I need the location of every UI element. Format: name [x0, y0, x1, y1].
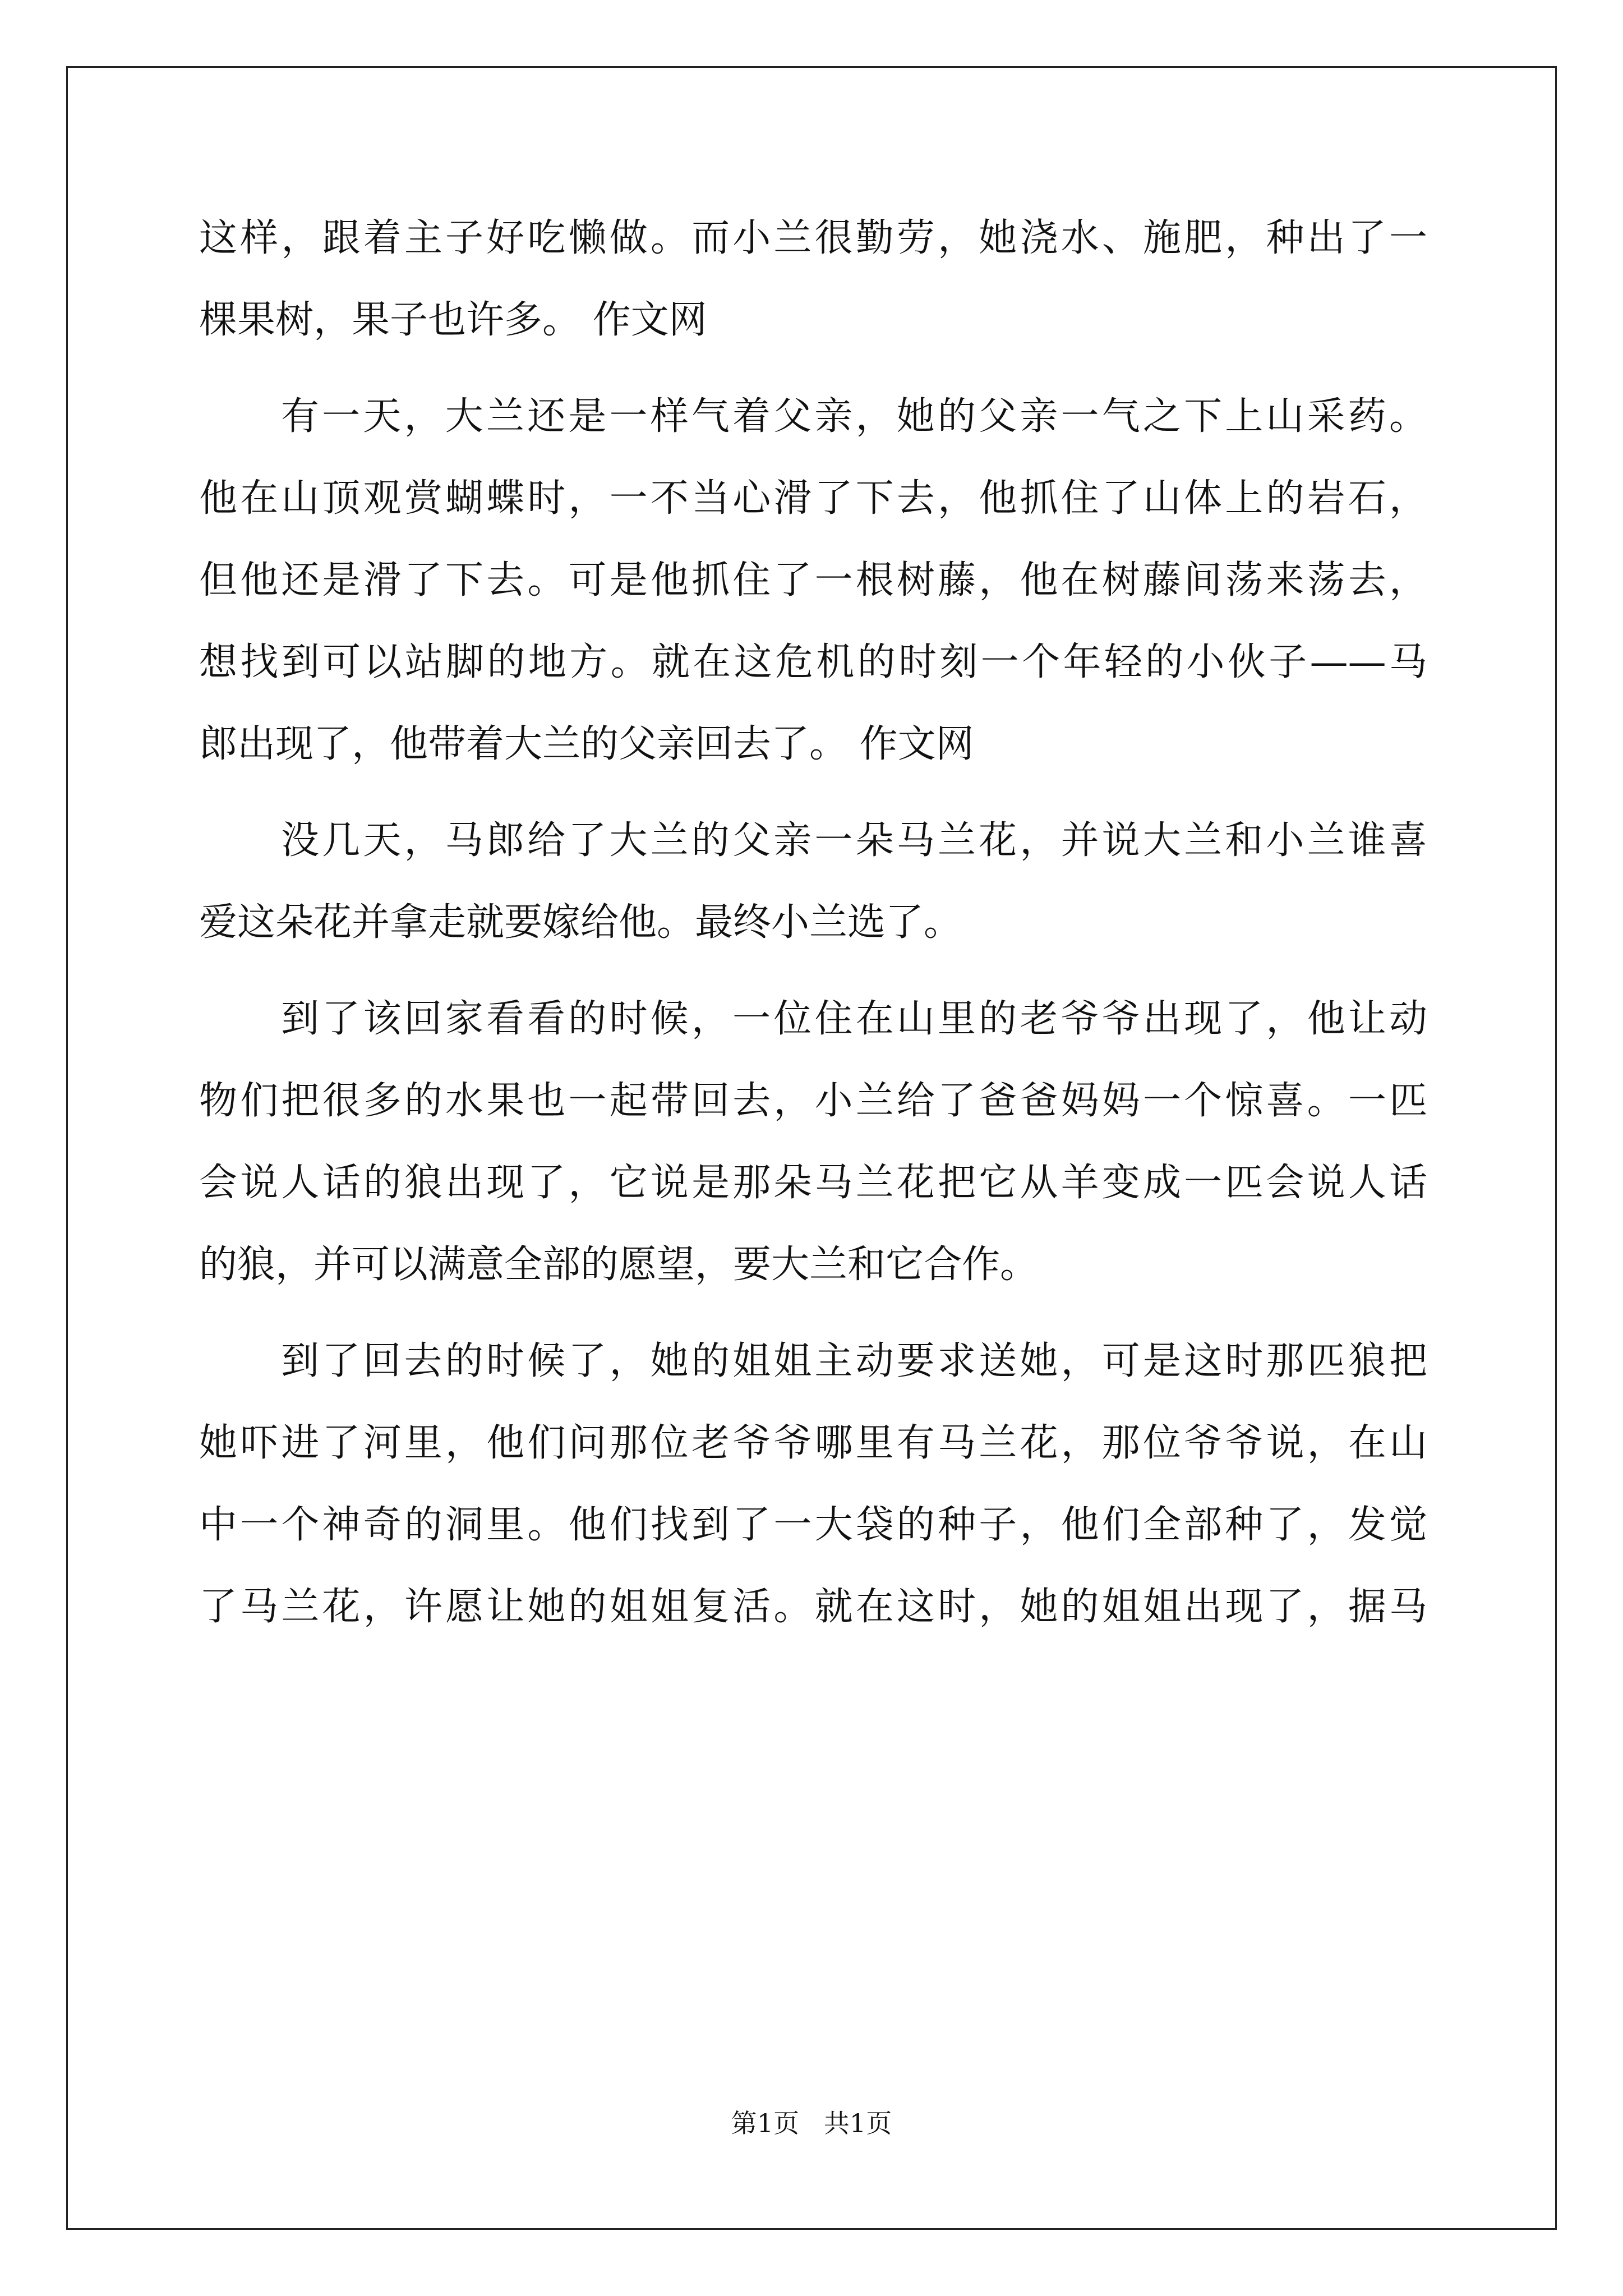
text-line: 棵果树，果子也许多。 作文网 [199, 298, 707, 342]
text-line: 会说人话的狼出现了，它说是那朵马兰花把它从羊变成一匹会说人话 [199, 1161, 1427, 1205]
text-line: 中一个神奇的洞里。他们找到了一大袋的种子，他们全部种了，发觉 [199, 1503, 1427, 1547]
text-line: 的狼，并可以满意全部的愿望，要大兰和它合作。 [199, 1243, 1039, 1287]
text-line: 郎出现了，他带着大兰的父亲回去了。 作文网 [199, 722, 974, 766]
text-line: 但他还是滑了下去。可是他抓住了一根树藤，他在树藤间荡来荡去， [199, 558, 1427, 602]
text-line: 想找到可以站脚的地方。就在这危机的时刻一个年轻的小伙子——马 [199, 640, 1427, 684]
paragraph [199, 978, 1427, 1306]
text-line: 这样，跟着主子好吃懒做。而小兰很勤劳，她浇水、施肥，种出了一 [199, 216, 1427, 260]
text-line: 到了该回家看看的时候，一位住在山里的老爷爷出现了，他让动 [281, 997, 1427, 1041]
page-number-footer: 第1页 共1页 [731, 2108, 892, 2138]
paragraph [199, 197, 1427, 361]
paragraph [199, 376, 1427, 785]
text-line: 物们把很多的水果也一起带回去，小兰给了爸爸妈妈一个惊喜。一匹 [199, 1079, 1427, 1123]
text-line: 他在山顶观赏蝴蝶时，一不当心滑了下去，他抓住了山体上的岩石， [199, 476, 1427, 521]
text-line: 没几天，马郎给了大兰的父亲一朵马兰花，并说大兰和小兰谁喜 [281, 818, 1427, 863]
text-line: 有一天，大兰还是一样气着父亲，她的父亲一气之下上山采药。 [281, 394, 1427, 439]
text-line: 到了回去的时候了，她的姐姐主动要求送她，可是这时那匹狼把 [281, 1339, 1427, 1383]
text-line: 她吓进了河里，他们问那位老爷爷哪里有马兰花，那位爷爷说，在山 [199, 1421, 1427, 1465]
paragraph [199, 1320, 1427, 1648]
document-body [199, 197, 1427, 1648]
text-line: 爱这朵花并拿走就要嫁给他。最终小兰选了。 [199, 900, 962, 945]
text-line: 了马兰花，许愿让她的姐姐复活。就在这时，她的姐姐出现了，据马 [199, 1585, 1427, 1629]
paragraph [199, 800, 1427, 964]
